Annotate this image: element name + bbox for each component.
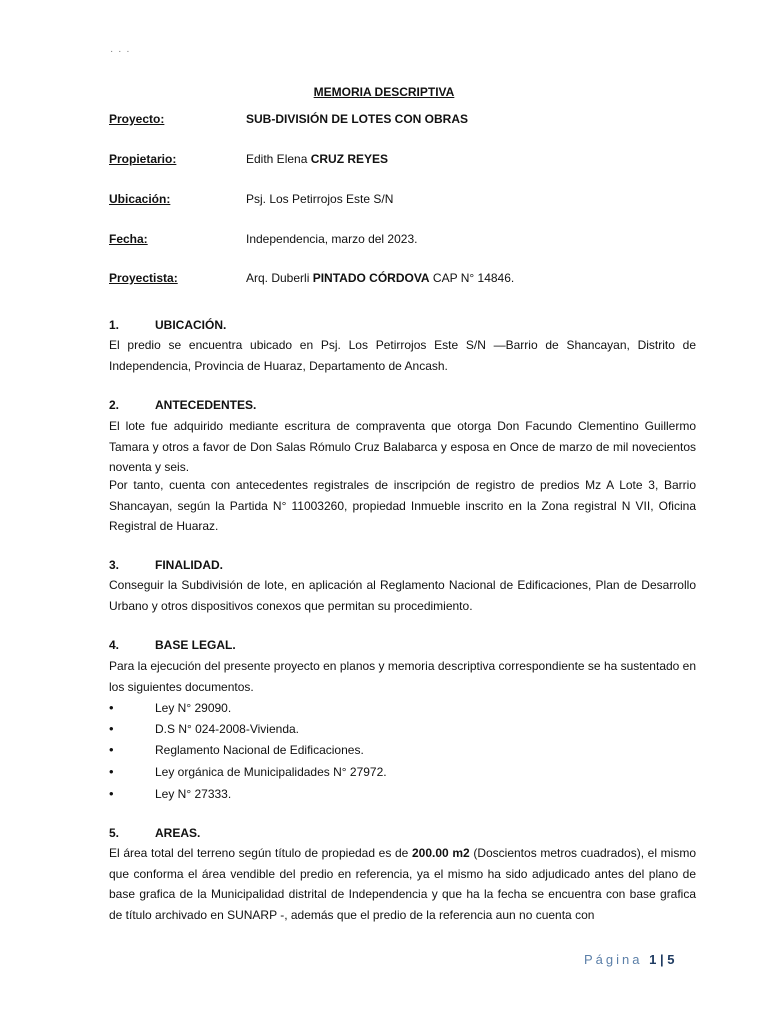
bullet-icon: • bbox=[109, 764, 114, 779]
bullet-icon: • bbox=[109, 742, 114, 757]
proyectista-cap: CAP N° 14846. bbox=[429, 271, 515, 285]
proyectista-surname: PINTADO CÓRDOVA bbox=[312, 271, 430, 285]
section-4-text: Para la ejecución del presente proyecto en planos y memoria descriptiva correspondiente se ha sustentado en los siguientes documentos. bbox=[109, 659, 697, 694]
fecha-value: Independencia, marzo del 2023. bbox=[246, 232, 418, 246]
section-2-text-1: El lote fue adquirido mediante escritura de compraventa que otorga Don Facundo Clementino Guillermo Tamara y otros a favor de Don Salas Rómulo Cruz Balabarca y esposa en Once de marzo de mil novecientos noventa y seis. bbox=[109, 419, 696, 474]
list-item-text: Ley orgánica de Municipalidades N° 27972. bbox=[155, 765, 387, 779]
section-5-text bbox=[109, 843, 696, 925]
section-1-number: 1. bbox=[109, 318, 120, 332]
propietario-value bbox=[246, 152, 388, 166]
ubicacion-label: Ubicación: bbox=[109, 192, 171, 206]
section-1-text: El predio se encuentra ubicado en Psj. Los Petirrojos Este S/N —Barrio de Shancayan, Distrito de Independencia, Provincia de Huaraz, Departamento de Ancash. bbox=[109, 338, 696, 373]
header-dots: · · · bbox=[110, 46, 131, 57]
propietario-surname: CRUZ REYES bbox=[310, 152, 389, 166]
document-title: MEMORIA DESCRIPTIVA bbox=[313, 85, 455, 99]
section-3-title: FINALIDAD. bbox=[155, 558, 223, 572]
section-1-title: UBICACIÓN. bbox=[155, 318, 227, 332]
section-5-area-value: 200.00 m2 bbox=[411, 846, 470, 860]
list-item bbox=[109, 764, 387, 779]
page-separator: | bbox=[656, 952, 668, 967]
section-4-title: BASE LEGAL. bbox=[155, 638, 236, 652]
page-current: 1 bbox=[649, 952, 657, 967]
list-item bbox=[109, 786, 231, 801]
propietario-label: Propietario: bbox=[109, 152, 177, 166]
section-3-text: Conseguir la Subdivisión de lote, en aplicación al Reglamento Nacional de Edificaciones, Plan de Desarrollo Urbano y otros dispositivos conexos que permitan su procedimiento. bbox=[109, 578, 696, 613]
section-3-heading bbox=[109, 558, 223, 572]
list-item-text: D.S N° 024-2008-Vivienda. bbox=[155, 722, 299, 736]
list-item bbox=[109, 742, 364, 757]
list-item bbox=[109, 721, 299, 736]
bullet-icon: • bbox=[109, 700, 114, 715]
section-2-title: ANTECEDENTES. bbox=[155, 398, 257, 412]
section-5-heading bbox=[109, 826, 200, 840]
proyecto-value: SUB-DIVISIÓN DE LOTES CON OBRAS bbox=[246, 112, 469, 126]
page-total: 5 bbox=[667, 952, 675, 967]
section-5-title: AREAS. bbox=[155, 826, 201, 840]
section-3-number: 3. bbox=[109, 558, 120, 572]
proyectista-value bbox=[246, 271, 514, 285]
list-item-text: Reglamento Nacional de Edificaciones. bbox=[155, 743, 364, 757]
page-footer bbox=[584, 952, 674, 967]
proyecto-label: Proyecto: bbox=[109, 112, 165, 126]
section-4-heading bbox=[109, 638, 236, 652]
proyectista-label: Proyectista: bbox=[109, 271, 178, 285]
section-1-heading bbox=[109, 318, 226, 332]
propietario-name: Edith Elena bbox=[246, 152, 311, 166]
fecha-label: Fecha: bbox=[109, 232, 148, 246]
bullet-icon: • bbox=[109, 786, 114, 801]
section-4-number: 4. bbox=[109, 638, 120, 652]
bullet-icon: • bbox=[109, 721, 114, 736]
list-item bbox=[109, 700, 231, 715]
section-2-text-2: Por tanto, cuenta con antecedentes registrales de inscripción de registro de predios Mz A Lote 3, Barrio Shancayan, según la Partida N° 11003260, propiedad Inmueble inscrito en la Zona registral N VII, Oficina Registral de Huaraz. bbox=[109, 478, 696, 533]
section-5-number: 5. bbox=[109, 826, 120, 840]
ubicacion-value: Psj. Los Petirrojos Este S/N bbox=[246, 192, 394, 206]
proyectista-name: Arq. Duberli bbox=[246, 271, 313, 285]
section-2-number: 2. bbox=[109, 398, 120, 412]
list-item-text: Ley N° 27333. bbox=[155, 787, 232, 801]
section-5-text-start: El área total del terreno según título de propiedad es de bbox=[109, 846, 412, 860]
section-2-heading bbox=[109, 398, 256, 412]
section-5-text-rest: (Doscientos metros cuadrados), el mismo que conforma el área vendible del predio en referencia, ya el mismo ha sido adjudicado antes del plano de base grafica de la Municipalidad distrital de Independencia y que ha la fecha se encuentra con base grafica de título archivado en SUNARP -, además que el predio de la referencia aun no cuenta con bbox=[109, 846, 696, 922]
page-word: Página bbox=[584, 952, 643, 967]
list-item-text: Ley N° 29090. bbox=[155, 701, 232, 715]
